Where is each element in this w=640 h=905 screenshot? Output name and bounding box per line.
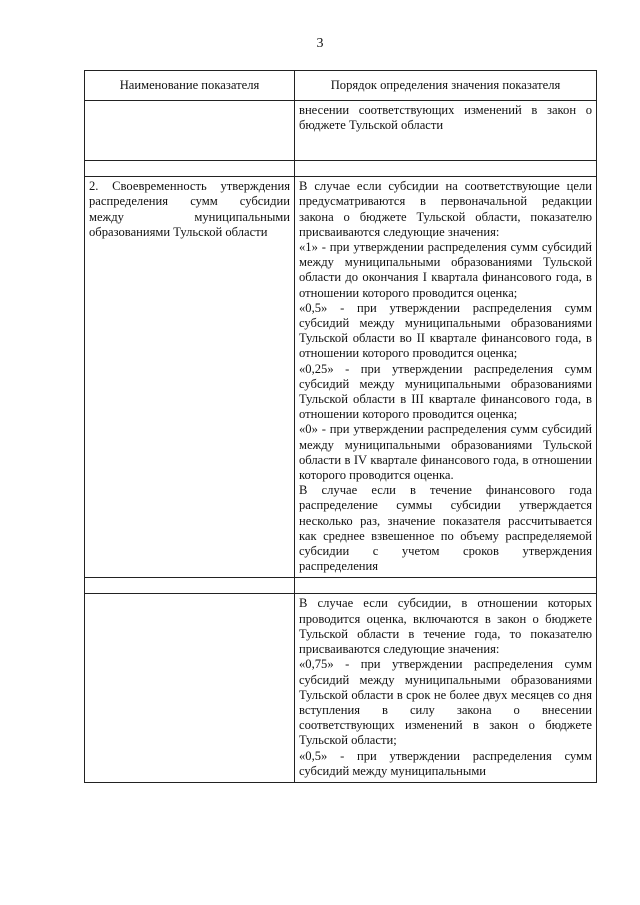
description-cell (295, 594, 597, 782)
header-indicator-name: Наименование показателя (85, 71, 295, 101)
table-header-row (85, 71, 597, 101)
indicator-cell (85, 594, 295, 782)
indicator-cell (85, 177, 295, 578)
description-paragraph: внесении соответствующих изменений в закон о бюджете Тульской области (299, 103, 592, 133)
description-paragraph: «0,5» - при утверждении распределения сумм субсидий между муниципальными образованиями Тульской области во II квартале финансового года, в отношении которого проводится оценка; (299, 300, 592, 361)
table-row (85, 594, 597, 782)
header-indicator-procedure: Порядок определения значения показателя (295, 71, 597, 101)
description-paragraph: «0,75» - при утверждении распределения сумм субсидий между муниципальными образованиями Тульской области в срок не более двух месяцев со дня вступления в силу закона о внесении соответствующих изменений в закон о бюджете Тульской области; (299, 657, 592, 748)
row-gap (85, 578, 597, 594)
indicator-name: 2. Своевременность утверждения распределения сумм субсидии между муниципальными образованиями Тульской области (89, 179, 290, 239)
description-paragraph: «1» - при утверждении распределения сумм субсидий между муниципальными образованиями Тульской области до окончания I квартала финансового года, в отношении которого проводится оценка; (299, 240, 592, 300)
indicator-cell (85, 101, 295, 161)
indicators-table (84, 70, 597, 783)
description-paragraph: В случае если субсидии на соответствующие цели предусматриваются в первоначальной редакции закона о бюджете Тульской области, показателю присваиваются следующие значения: (299, 179, 592, 239)
description-paragraph: «0» - при утверждении распределения сумм субсидий между муниципальными образованиями Тульской области в IV квартале финансового года, в отношении которого проводится оценка. (299, 422, 592, 483)
description-paragraph: В случае если в течение финансового года распределение суммы субсидии утверждается несколько раз, значение показателя рассчитывается как среднее взвешенное по объему распределяемой субсидии с учетом сроков утверждения распределения (299, 483, 592, 574)
table-row (85, 101, 597, 161)
table-row (85, 177, 597, 578)
page-number: 3 (316, 36, 324, 51)
description-cell (295, 101, 597, 161)
description-paragraph: «0,5» - при утверждении распределения сумм субсидий между муниципальными (299, 748, 592, 778)
description-paragraph: В случае если субсидии, в отношении которых проводится оценка, включаются в закон о бюджете Тульской области в течение года, то показателю присваиваются следующие значения: (299, 596, 592, 657)
description-paragraph: «0,25» - при утверждении распределения сумм субсидий между муниципальными образованиями Тульской области в III квартале финансового года, в отношении которого проводится оценка; (299, 361, 592, 422)
description-cell (295, 177, 597, 578)
row-gap (85, 161, 597, 177)
